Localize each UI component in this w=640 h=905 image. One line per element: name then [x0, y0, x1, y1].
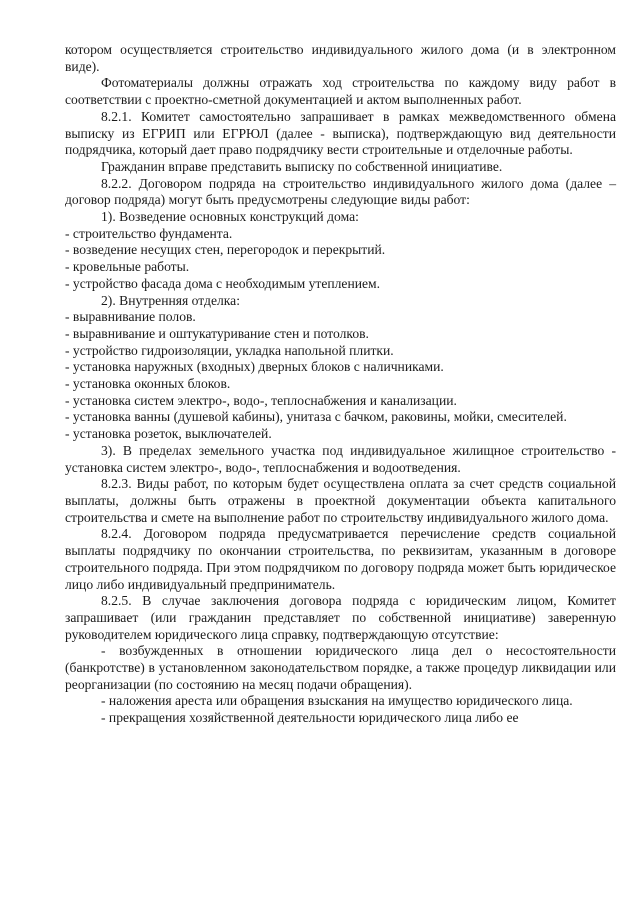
- paragraph: 3). В пределах земельного участка под индивидуальное жилищное строительство - установка систем электро-, водо-, теплоснабжения и водоотведения.: [65, 442, 616, 475]
- paragraph: 2). Внутренняя отделка:: [101, 292, 240, 308]
- paragraph: 8.2.4. Договором подряда предусматривается перечисление средств социальной выплаты подрядчику по окончании строительства, по реквизитам, указанным в договоре строительного подряда. При этом подрядчиком по договору подряда может быть юридическое лицо либо индивидуальный предприниматель.: [65, 526, 616, 592]
- document-body: [65, 42, 616, 727]
- paragraph: - наложения ареста или обращения взыскания на имущество юридического лица.: [101, 693, 573, 709]
- paragraph: котором осуществляется строительство индивидуального жилого дома (и в электронном виде).: [65, 42, 616, 74]
- paragraph: Гражданин вправе представить выписку по собственной инициативе.: [101, 158, 503, 174]
- paragraph: - кровельные работы.: [65, 259, 190, 275]
- paragraph: - установка ванны (душевой кабины), унитаза с бачком, раковины, мойки, смесителей.: [65, 409, 567, 425]
- paragraph: - установка систем электро-, водо-, теплоснабжения и канализации.: [65, 392, 457, 408]
- paragraph: - выравнивание и оштукатуривание стен и потолков.: [65, 325, 369, 341]
- paragraph: 1). Возведение основных конструкций дома:: [101, 209, 359, 225]
- paragraph: 8.2.1. Комитет самостоятельно запрашивает в рамках межведомственного обмена выписку из ЕГРИП или ЕГРЮЛ (далее - выписка), подтверждающую вид деятельности подрядчика, который дает право подрядчику вести строительные и отделочные работы.: [65, 108, 616, 158]
- paragraph: 8.2.2. Договором подряда на строительство индивидуального жилого дома (далее – договор подряда) могут быть предусмотрены следующие виды работ:: [65, 175, 616, 208]
- paragraph: 8.2.3. Виды работ, по которым будет осуществлена оплата за счет средств социальной выплаты, должны быть отражены в проектной документации объекта капитального строительства и смете на выполнение работ по строительству индивидуального жилого дома.: [65, 476, 616, 525]
- paragraph: - возбужденных в отношении юридического лица дел о несостоятельности (банкротстве) в установленном законодательством порядке, а также процедур ликвидации или реорганизации (по состоянию на месяц подачи обращения).: [65, 643, 616, 692]
- paragraph: - выравнивание полов.: [65, 309, 196, 325]
- paragraph: Фотоматериалы должны отражать ход строительства по каждому виду работ в соответствии с проектно-сметной документацией и актом выполненных работ.: [65, 75, 616, 108]
- paragraph: - возведение несущих стен, перегородок и перекрытий.: [65, 242, 386, 258]
- paragraph: - устройство фасада дома с необходимым утеплением.: [65, 275, 381, 291]
- paragraph: - установка наружных (входных) дверных блоков с наличниками.: [65, 359, 444, 375]
- paragraph: - установка оконных блоков.: [65, 376, 231, 392]
- paragraph: - установка розеток, выключателей.: [65, 426, 272, 442]
- paragraph: - строительство фундамента.: [65, 225, 233, 241]
- paragraph: 8.2.5. В случае заключения договора подряда с юридическим лицом, Комитет запрашивает (или гражданин представляет по собственной инициативе) заверенную руководителем юридического лица справку, подтверждающую отсутствие:: [65, 593, 616, 642]
- paragraph: - устройство гидроизоляции, укладка напольной плитки.: [65, 342, 394, 358]
- paragraph: - прекращения хозяйственной деятельности юридического лица либо ее: [101, 710, 519, 726]
